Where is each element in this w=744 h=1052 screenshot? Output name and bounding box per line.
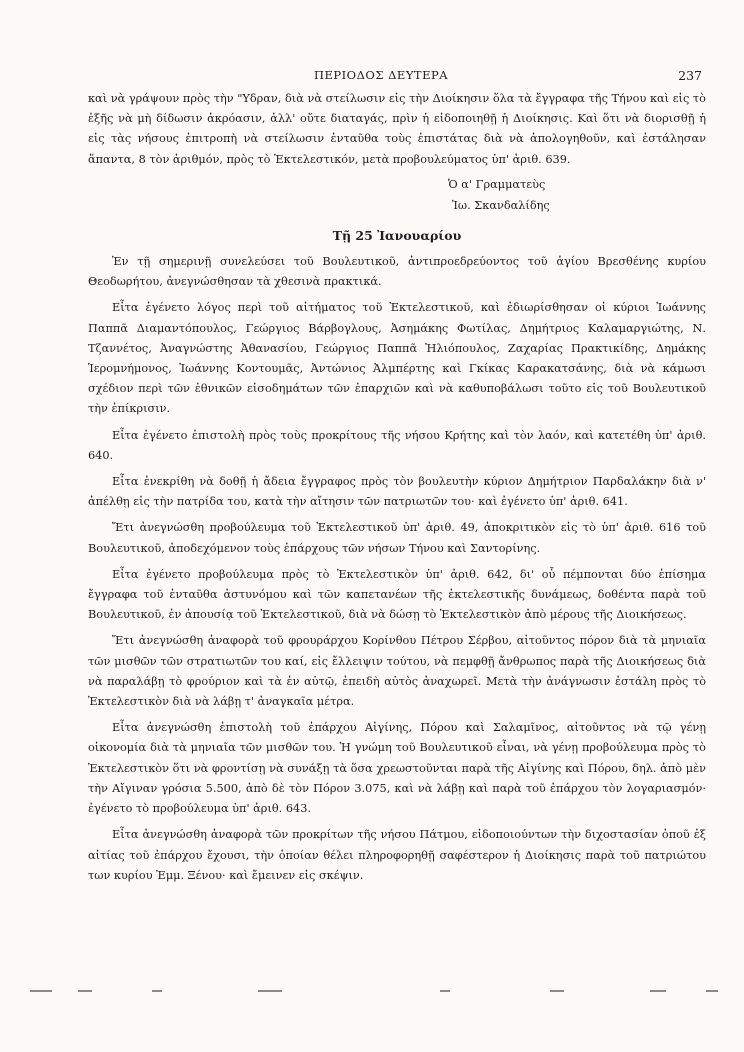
scan-mark [650, 990, 666, 992]
date-heading: Τῇ 25 Ἰανουαρίου [332, 227, 462, 243]
page-number: 237 [678, 68, 702, 83]
scan-artifact-marks [30, 990, 720, 996]
paragraph: Εἶτα ἀνεγνώσθη ἀναφορὰ τῶν προκρίτων τῆς νήσου Πάτμου, εἰδοποιούντων τὴν διχοστασίαν ὁποῦ ἐξ αἰτίας τοῦ ἐπάρχου ἔχουσι, τὴν ὁποίαν θέλει πληροφορηθῇ σαφέστερον ἡ Διοίκησις παρὰ τοῦ πατριώτου των κυρίου Ἐμμ. Ξένου· καὶ ἔμεινεν εἰς σκέψιν. [88, 828, 706, 882]
paragraph: Ἐν τῇ σημερινῇ συνελεύσει τοῦ Βουλευτικοῦ, ἀντιπροεδρεύοντος τοῦ ἁγίου Βρεσθένης κυρίου Θεοδωρήτου, ἀνεγνώσθησαν τὰ χθεσινὰ πρακτικά. [88, 255, 706, 289]
paragraph: Ἔτι ἀνεγνώσθη ἀναφορὰ τοῦ φρουράρχου Κορίνθου Πέτρου Σέρβου, αἰτοῦντος πόρον διὰ τὰ μηνιαῖα τῶν μισθῶν τῶν στρατιωτῶν του καί, εἰς ἔλλειψιν τούτου, νὰ πεμφθῇ ἄνθρωπος παρὰ τῆς Διοικήσεως διὰ νὰ παραλάβῃ τὸ φρούριον καὶ τὰ ἐν αὐτῷ, ἐπειδὴ αὐτὸς ἀναχωρεῖ. Μετὰ τὴν ἀνάγνωσιν ἐστάλη πρὸς τὸ Ἐκτελεστικὸν διὰ νὰ λάβῃ τ' ἀναγκαῖα μέτρα. [88, 634, 706, 709]
intro-paragraph: καὶ νὰ γράψουν πρὸς τὴν "Υδραν, διὰ νὰ στείλωσιν εἰς τὴν Διοίκησιν ὅλα τὰ ἔγγραφα τῆς Τήνου καὶ εἰς τὸ ἑξῆς νὰ μὴ δίδωσιν ἀκρόασιν, ἀλλ' οὔτε διαταγάς, πρὶν ἡ εἰδοποιηθῇ ἡ Διοίκησις. Καὶ ὅτι νὰ διορισθῇ ἡ εἰς τὰς νήσους ἐπιτροπὴ νὰ στείλωσιν ἐνταῦθα τοὺς ἐπιστάτας διὰ νὰ ἀπολογηθοῦν, καὶ ἐστάλησαν ἅπαντα, 8 τὸν ἀριθμόν, πρὸς τὸ Ἐκτελεστικόν, μετὰ προβουλεύματος ὑπ' ἀριθ. 639. [88, 92, 706, 166]
signature-name: Ἰω. Σκανδαλίδης [452, 198, 550, 212]
paragraph: Εἶτα ἐνεκρίθη νὰ δοθῇ ἡ ἄδεια ἔγγραφος πρὸς τὸν βουλευτὴν κύριον Δημήτριον Παρδαλάκην διὰ ν' ἀπέλθῃ εἰς τὴν πατρίδα του, κατὰ τὴν αἴτησιν τῶν πατριωτῶν του· καὶ ἐγένετο ὑπ' ἀριθ. 641. [88, 475, 706, 509]
scan-mark [30, 990, 52, 992]
running-title: ΠΕΡΙΟΔΟΣ ΔΕΥΤΕΡΑ [313, 68, 449, 82]
running-head [60, 68, 702, 86]
paragraph: Εἶτα ἐγένετο ἐπιστολὴ πρὸς τοὺς προκρίτους τῆς νήσου Κρήτης καὶ τὸν λαόν, καὶ κατετέθη ὑπ' ἀριθ. 640. [88, 428, 706, 462]
scan-mark [440, 990, 450, 992]
scan-mark [550, 990, 564, 992]
paragraph: Εἶτα ἐγένετο προβούλευμα πρὸς τὸ Ἐκτελεστικὸν ὑπ' ἀριθ. 642, δι' οὗ πέμπονται δύο ἐπίσημα ἔγγραφα τοῦ ἐνταῦθα ἀστυνόμου καὶ τῶν καπετανέων τῆς ἐκτελεστικῆς δυνάμεως, δοθέντα παρὰ τοῦ Βουλευτικοῦ, ἐν ἀπουσίᾳ τοῦ Ἐκτελεστικοῦ, διὰ νὰ δώσῃ τὸ Ἐκτελεστικὸν ἀπὸ μέρους τῆς Διοικήσεως. [88, 567, 706, 622]
scan-mark [258, 990, 282, 992]
signature-title: Ὁ α' Γραμματεὺς [448, 177, 546, 191]
document-body [88, 89, 706, 886]
signature-block [448, 174, 706, 216]
scan-mark [152, 990, 162, 992]
paragraph: Εἶτα ἀνεγνώσθη ἐπιστολὴ τοῦ ἐπάρχου Αἰγίνης, Πόρου καὶ Σαλαμῖνος, αἰτοῦντος νὰ τῷ γένῃ οἰκονομία διὰ τὰ μηνιαῖα τῶν μισθῶν του. Ἡ γνώμη τοῦ Βουλευτικοῦ εἶναι, νὰ γένῃ προβούλευμα πρὸς τὸ Ἐκτελεστικὸν ὅτι νὰ φροντίσῃ νὰ συνάξῃ τὰ ὅσα χρεωστοῦνται παρὰ τῆς Αἰγίνης καὶ Πόρου, δηλ. ἀπὸ μὲν τὴν Αἴγιναν γρόσια 5.500, ἀπὸ δὲ τὸν Πόρον 3.075, καὶ νὰ λάβῃ καὶ παρὰ τοῦ ἐπάρχου τὸν λογαριασμόν· ἐγένετο τὸ προβούλευμα ὑπ' ἀριθ. 643. [88, 721, 706, 816]
paragraph: Εἶτα ἐγένετο λόγος περὶ τοῦ αἰτήματος τοῦ Ἐκτελεστικοῦ, καὶ ἐδιωρίσθησαν οἱ κύριοι Ἰωάννης Παππᾶ Διαμαντόπουλος, Γεώργιος Βάρβογλους, Ἀσημάκης Φωτίλας, Δημήτριος Καλαμαργιώτης, Ν. Τζαννέτος, Ἀναγνώστης Ἀθανασίου, Γεώργιος Παππᾶ Ἠλιόπουλος, Ζαχαρίας Πρακτικίδης, Δημάκης Ἱερομνήμονος, Ἰωάννης Κοντουμᾶς, Ἀντώνιος Ἀλμπέρτης καὶ Γκίκας Καρακατσάνης, διὰ νὰ κάμωσι σχέδιον περὶ τῶν ἐθνικῶν εἰσοδημάτων τῶν ἐπαρχιῶν καὶ νὰ καθυποβάλωσι τοῦτο εἰς τοῦ Βουλευτικοῦ τὴν ἐπίκρισιν. [88, 301, 706, 416]
scan-mark [706, 990, 718, 992]
paragraph: Ἔτι ἀνεγνώσθη προβούλευμα τοῦ Ἐκτελεστικοῦ ὑπ' ἀριθ. 49, ἀποκριτικὸν εἰς τὸ ὑπ' ἀριθ. 616 τοῦ Βουλευτικοῦ, ἀποδεχόμενον τοὺς ἐπάρχους τῶν νήσων Τήνου καὶ Σαντορίνης. [88, 521, 706, 555]
scan-mark [78, 990, 92, 992]
